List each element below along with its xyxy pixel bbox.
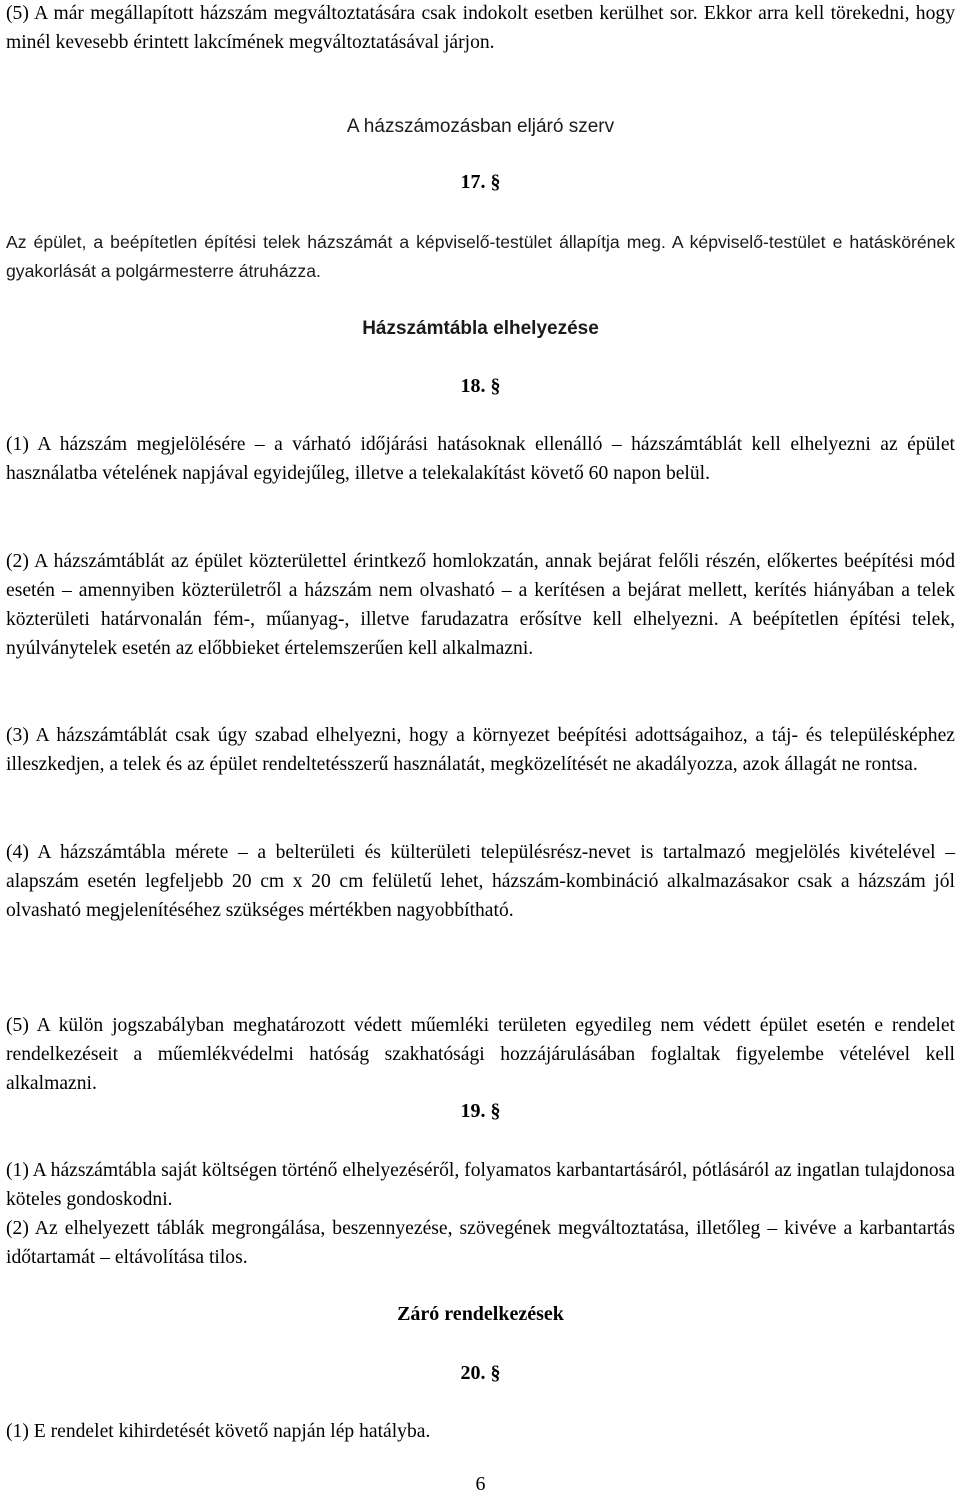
section-17-title: 17. § — [460, 171, 501, 193]
paragraph-18-4: (4) A házszámtábla mérete – a belterületi és külterületi településrész-nevet is tartalmazó megjelölés kivételével – alapszám esetén legfeljebb 20 cm x 20 cm felületű lehet, házszám-kombináció alkalmazásakor csak a házszám jól olvasható megjelenítéséhez szükséges mértékben nagyobbítható. — [6, 842, 955, 921]
paragraph-19-1: (1) A házszámtábla saját költségen történő elhelyezéséről, folyamatos karbantartásáról, pótlásáról az ingatlan tulajdonosa köteles gondoskodni. — [6, 1160, 955, 1210]
section-19-title: 19. § — [460, 1100, 501, 1122]
paragraph-19-2: (2) Az elhelyezett táblák megrongálása, beszennyezése, szövegének megváltoztatása, illetőleg – kivéve a karbantartás időtartamát – eltávolítása tilos. — [6, 1218, 955, 1268]
paragraph-18-5: (5) A külön jogszabályban meghatározott védett műemléki területen egyedileg nem védett épület esetén e rendelet rendelkezéseit a műemlékvédelmi hatóság szakhatósági hozzájárulásában foglaltak figyelembe vételével kell alkalmazni. — [6, 1015, 955, 1094]
paragraph-17: Az épület, a beépítetlen építési telek házszámát a képviselő-testület állapítja meg. A képviselő-testület e hatáskörének gyakorlását a polgármesterre átruházza. — [6, 232, 955, 281]
section-20-title: 20. § — [460, 1362, 501, 1384]
paragraph-18-3: (3) A házszámtáblát csak úgy szabad elhelyezni, hogy a környezet beépítési adottságaihoz, a táj- és településképhez illeszkedjen, a telek és az épület rendeltetésszerű használatát, megközelítését ne akadályozza, azok állagát ne rontsa. — [6, 725, 955, 775]
document-page — [6, 0, 955, 1509]
paragraph-20-1: (1) E rendelet kihirdetését követő napján lép hatályba. — [6, 1421, 431, 1442]
section-18-title: 18. § — [460, 375, 501, 397]
paragraph-18-1: (1) A házszám megjelölésére – a várható időjárási hatásoknak ellenálló – házszámtáblát kell elhelyezni az épület használatba vételének napjával egyidejűleg, illetve a telekalakítást követő 60 napon belül. — [6, 434, 955, 484]
heading-eljaro-szerv: A házszámozásban eljáró szerv — [346, 116, 615, 137]
page-number: 6 — [475, 1473, 486, 1495]
paragraph-17-5: (5) A már megállapított házszám megváltoztatására csak indokolt esetben kerülhet sor. Ekkor arra kell törekedni, hogy minél kevesebb érintett lakcímének megváltoztatásával járjon. — [6, 3, 955, 53]
paragraph-18-2: (2) A házszámtáblát az épület közterülettel érintkező homlokzatán, annak bejárat felőli részén, előkertes beépítési mód esetén – amennyiben közterületről a házszám nem olvasható – a kerítésen a bejárat mellett, kerítés hiányában a telek közterületi határvonalán fém-, műanyag-, illetve farudazatra erősítve kell elhelyezni. A beépítetlen építési telek, nyúlványtelek esetén az előbbieket értelemszerűen kell alkalmazni. — [6, 551, 955, 659]
heading-hazszamtabla-elhelyezese: Házszámtábla elhelyezése — [362, 318, 599, 339]
heading-zaro-rendelkezesek: Záró rendelkezések — [397, 1303, 564, 1325]
